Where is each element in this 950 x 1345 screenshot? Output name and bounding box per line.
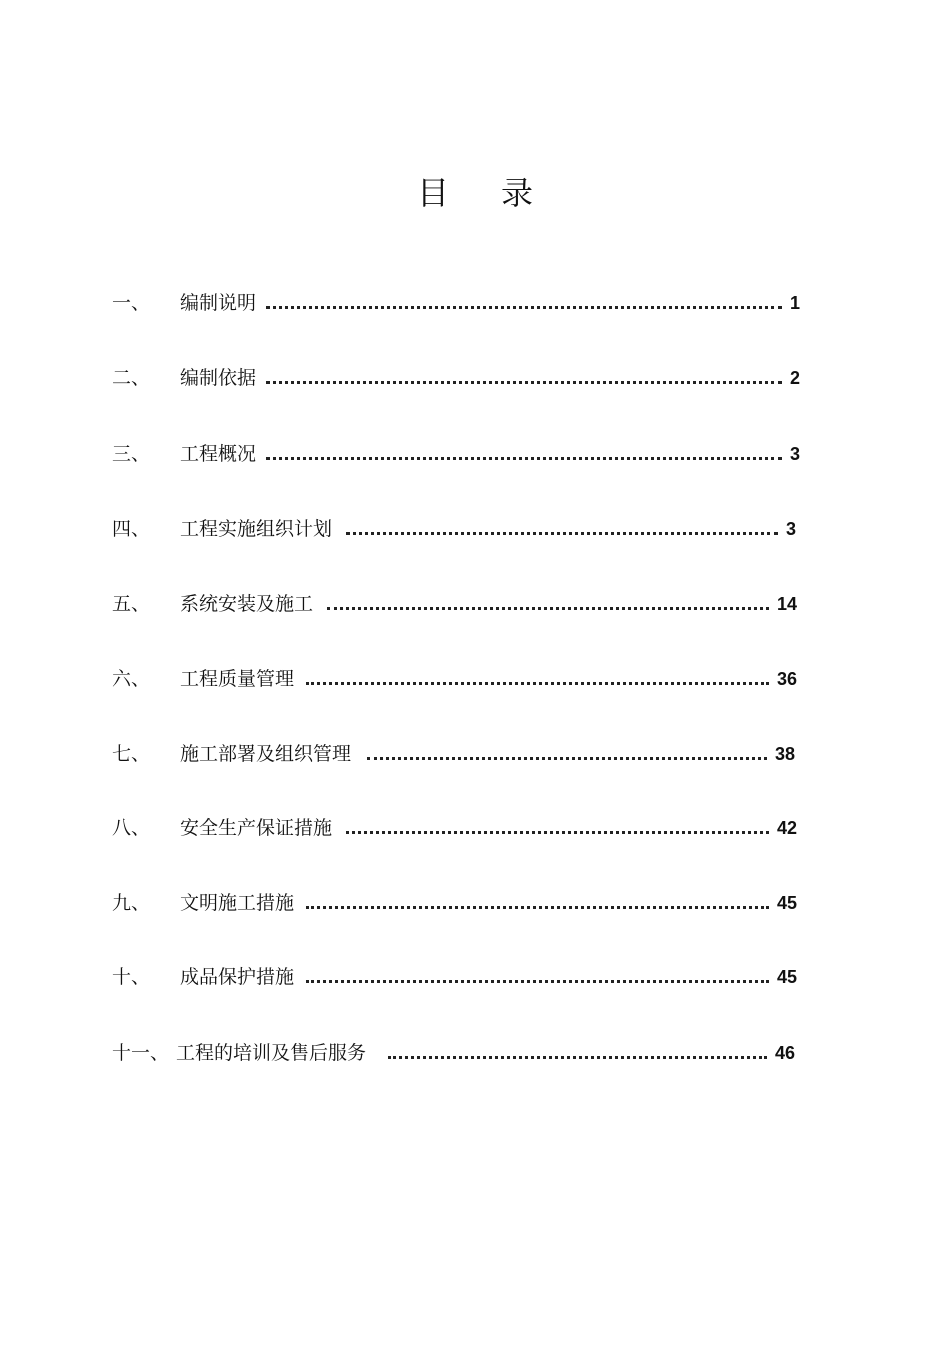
toc-dot-leader	[306, 664, 769, 694]
toc-page-number: 42	[776, 818, 797, 838]
page-title	[0, 168, 950, 214]
toc-entry-number: 七、	[112, 743, 151, 765]
toc-page-number: 2	[789, 368, 800, 388]
page-title-char-2: 录	[501, 174, 534, 212]
toc-page-number: 14	[776, 594, 797, 614]
toc-entry-title: 工程质量管理	[180, 668, 295, 690]
toc-entry-number: 二、	[112, 367, 151, 389]
toc-entry[interactable]	[112, 739, 795, 769]
toc-dot-leader	[306, 962, 769, 992]
toc-entry-title: 工程实施组织计划	[180, 518, 333, 540]
toc-entry[interactable]	[112, 962, 797, 992]
toc-entry[interactable]	[112, 363, 800, 393]
toc-page-number: 45	[776, 967, 797, 987]
toc-entry-number: 八、	[112, 817, 151, 839]
toc-dot-leader	[346, 514, 778, 544]
toc-entry-number: 十一、	[112, 1042, 170, 1064]
toc-entry[interactable]	[112, 514, 796, 544]
toc-entry-number: 三、	[112, 443, 151, 465]
toc-entry[interactable]	[112, 664, 797, 694]
toc-entry-title: 安全生产保证措施	[180, 817, 333, 839]
toc-entry-title: 工程的培训及售后服务	[176, 1042, 367, 1064]
toc-page-number: 3	[785, 519, 796, 539]
toc-dot-leader	[367, 739, 767, 769]
toc-entry-number: 十、	[112, 966, 151, 988]
toc-page-number: 38	[774, 744, 795, 764]
toc-entry-title: 文明施工措施	[180, 892, 295, 914]
toc-entry-title: 成品保护措施	[180, 966, 295, 988]
toc-entry-title: 编制依据	[180, 367, 257, 389]
toc-dot-leader	[327, 589, 769, 619]
toc-dot-leader	[266, 288, 782, 318]
page-title-char-1: 目	[416, 174, 449, 212]
toc-entry-number: 四、	[112, 518, 151, 540]
toc-entry-number: 六、	[112, 668, 151, 690]
toc-dot-leader	[388, 1038, 767, 1068]
toc-dot-leader	[266, 439, 782, 469]
toc-page-number: 46	[774, 1043, 795, 1063]
toc-entry[interactable]	[112, 888, 797, 918]
toc-entry-title: 系统安装及施工	[180, 593, 314, 615]
toc-entry-number: 九、	[112, 892, 151, 914]
toc-page-number: 1	[789, 293, 800, 313]
toc-page-number: 45	[776, 893, 797, 913]
toc-page-number: 3	[789, 444, 800, 464]
toc-entry-number: 五、	[112, 593, 151, 615]
toc-page-number: 36	[776, 669, 797, 689]
toc-entry[interactable]	[112, 1038, 795, 1068]
toc-dot-leader	[266, 363, 782, 393]
toc-entry-number: 一、	[112, 292, 151, 314]
toc-dot-leader	[346, 813, 769, 843]
toc-entry-title: 编制说明	[180, 292, 257, 314]
toc-entry[interactable]	[112, 288, 800, 318]
toc-entry-title: 工程概况	[180, 443, 257, 465]
toc-entry[interactable]	[112, 589, 797, 619]
toc-entry[interactable]	[112, 439, 800, 469]
toc-entry[interactable]	[112, 813, 797, 843]
toc-entry-title: 施工部署及组织管理	[180, 743, 352, 765]
toc-dot-leader	[306, 888, 769, 918]
